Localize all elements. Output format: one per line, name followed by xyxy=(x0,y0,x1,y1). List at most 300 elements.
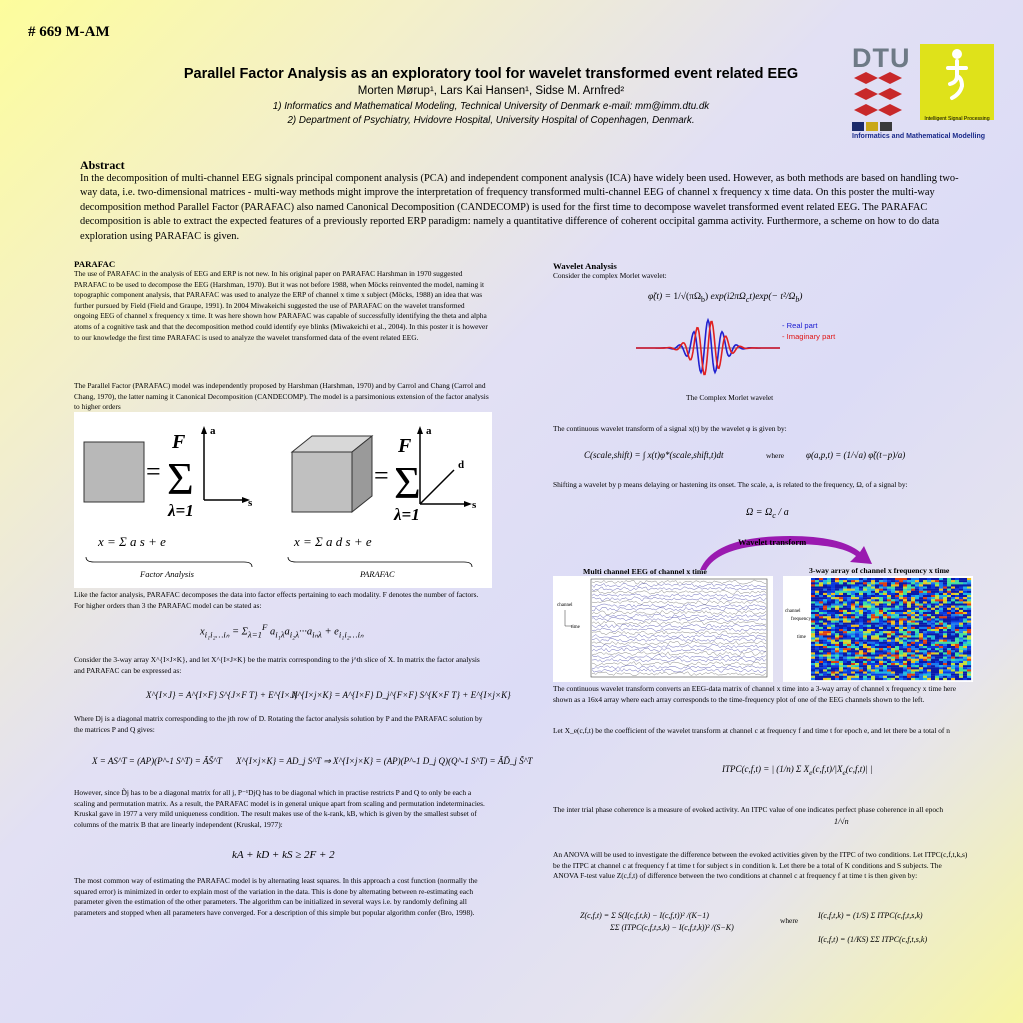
tf-cell xyxy=(891,667,895,669)
tf-cell xyxy=(811,608,815,610)
tf-cell xyxy=(911,661,915,663)
tf-cell xyxy=(875,669,879,671)
tf-cell xyxy=(843,676,847,678)
tf-cell xyxy=(863,674,867,676)
tf-cell xyxy=(959,640,963,642)
tf-cell xyxy=(947,678,951,680)
tf-cell xyxy=(951,659,955,661)
tf-cell xyxy=(963,625,967,627)
tf-cell xyxy=(959,614,963,616)
tf-cell xyxy=(903,610,907,612)
tf-cell xyxy=(935,625,939,627)
tf-cell xyxy=(951,595,955,597)
tf-cell xyxy=(875,640,879,642)
tf-cell xyxy=(947,644,951,646)
tf-cell xyxy=(835,661,839,663)
tf-cell xyxy=(819,621,823,623)
tf-cell xyxy=(963,655,967,657)
tf-cell xyxy=(879,625,883,627)
tf-cell xyxy=(815,595,819,597)
tf-cell xyxy=(843,627,847,629)
tf-cell xyxy=(963,648,967,650)
tf-cell xyxy=(923,618,927,620)
tf-cell xyxy=(887,614,891,616)
tf-cell xyxy=(915,642,919,644)
tf-cell xyxy=(927,625,931,627)
tf-cell xyxy=(963,580,967,582)
tf-cell xyxy=(931,621,935,623)
tf-cell xyxy=(907,667,911,669)
tf-cell xyxy=(815,606,819,608)
tf-cell xyxy=(915,646,919,648)
tf-cell xyxy=(967,584,971,586)
tf-cell xyxy=(899,614,903,616)
tf-cell xyxy=(863,595,867,597)
tf-cell xyxy=(959,621,963,623)
tf-cell xyxy=(863,608,867,610)
tf-cell xyxy=(899,657,903,659)
tf-cell xyxy=(931,650,935,652)
tf-cell xyxy=(871,601,875,603)
tf-cell xyxy=(935,621,939,623)
tf-cell xyxy=(967,597,971,599)
svg-text:d: d xyxy=(458,459,465,471)
tf-cell xyxy=(895,642,899,644)
tf-cell xyxy=(887,612,891,614)
tf-cell xyxy=(903,678,907,680)
tf-cell xyxy=(835,604,839,606)
tf-cell xyxy=(819,644,823,646)
tf-cell xyxy=(927,629,931,631)
parafac-paragraph-7: The most common way of estimating the PARAFAC model is by alternating least squares. In this approach a cost function (normally the squared error) is minimized in order to explain most of the variation in the data. This is done by alternating between re-estimating each parameter given the estimation of the other parameters. The algorithm can be initialized in several ways i.e. by randomly defining all parameters and stopped when all parameters have converged. For a description of this simple but popular algorithm confer (Bro, 1998). xyxy=(74,876,478,917)
tf-cell xyxy=(947,621,951,623)
tf-cell xyxy=(967,580,971,582)
tf-cell xyxy=(871,614,875,616)
tf-cell xyxy=(871,606,875,608)
tf-cell xyxy=(855,589,859,591)
tf-cell xyxy=(823,616,827,618)
tf-cell xyxy=(879,650,883,652)
tf-cell xyxy=(923,648,927,650)
tf-cell xyxy=(931,610,935,612)
tf-cell xyxy=(899,618,903,620)
tf-cell xyxy=(855,644,859,646)
tf-cell xyxy=(951,669,955,671)
tf-cell xyxy=(919,616,923,618)
tf-cell xyxy=(907,642,911,644)
tf-cell xyxy=(815,627,819,629)
tf-cell xyxy=(887,604,891,606)
tf-cell xyxy=(895,587,899,589)
tf-cell xyxy=(811,625,815,627)
tf-cell xyxy=(815,644,819,646)
tf-cell xyxy=(939,652,943,654)
tf-cell xyxy=(903,587,907,589)
tf-cell xyxy=(843,587,847,589)
tf-cell xyxy=(835,608,839,610)
tf-cell xyxy=(951,578,955,580)
tf-cell xyxy=(899,595,903,597)
tf-cell xyxy=(951,655,955,657)
tf-cell xyxy=(815,674,819,676)
tf-cell xyxy=(823,676,827,678)
tf-cell xyxy=(871,580,875,582)
tf-cell xyxy=(935,610,939,612)
tf-cell xyxy=(931,672,935,674)
tf-cell xyxy=(855,642,859,644)
tf-cell xyxy=(875,593,879,595)
tf-cell xyxy=(963,640,967,642)
tf-cell xyxy=(959,589,963,591)
tf-cell xyxy=(919,580,923,582)
tf-cell xyxy=(951,604,955,606)
tf-cell xyxy=(875,650,879,652)
tf-cell xyxy=(911,591,915,593)
tf-cell xyxy=(811,587,815,589)
tf-cell xyxy=(899,667,903,669)
tf-cell xyxy=(887,678,891,680)
tf-cell xyxy=(899,593,903,595)
tf-cell xyxy=(811,582,815,584)
tf-cell xyxy=(875,663,879,665)
tf-cell xyxy=(903,652,907,654)
tf-cell xyxy=(819,599,823,601)
tf-cell xyxy=(859,663,863,665)
tf-cell xyxy=(835,591,839,593)
tf-cell xyxy=(911,642,915,644)
wavelet-paragraph-5: Let X_e(c,f,t) be the coefficient of the wavelet transform at channel c at frequency f and time t for epoch e, and let there be a total of n xyxy=(553,726,950,735)
tf-cell xyxy=(907,610,911,612)
tf-cell xyxy=(919,584,923,586)
tf-cell xyxy=(931,657,935,659)
tf-cell xyxy=(967,604,971,606)
tf-cell xyxy=(863,642,867,644)
tf-cell xyxy=(931,640,935,642)
tf-cell xyxy=(899,599,903,601)
tf-cell xyxy=(951,672,955,674)
tf-cell xyxy=(959,646,963,648)
tf-cell xyxy=(907,635,911,637)
tf-cell xyxy=(867,676,871,678)
tf-cell xyxy=(859,650,863,652)
tf-cell xyxy=(819,593,823,595)
tf-cell xyxy=(835,599,839,601)
tf-cell xyxy=(923,678,927,680)
tf-cell xyxy=(827,674,831,676)
tf-cell xyxy=(811,601,815,603)
tf-cell xyxy=(895,644,899,646)
tf-cell xyxy=(835,663,839,665)
tf-cell xyxy=(899,621,903,623)
tf-cell xyxy=(891,608,895,610)
tf-cell xyxy=(835,631,839,633)
tf-cell xyxy=(839,633,843,635)
tf-cell xyxy=(855,623,859,625)
tf-cell xyxy=(875,652,879,654)
tf-cell xyxy=(895,663,899,665)
tf-cell xyxy=(967,618,971,620)
tf-cell xyxy=(951,614,955,616)
tf-cell xyxy=(855,659,859,661)
tf-cell xyxy=(811,584,815,586)
tf-cell xyxy=(839,646,843,648)
tf-cell xyxy=(855,608,859,610)
tf-cell xyxy=(819,629,823,631)
tf-cell xyxy=(859,659,863,661)
tf-cell xyxy=(919,659,923,661)
tf-cell xyxy=(879,629,883,631)
tf-cell xyxy=(963,650,967,652)
tf-cell xyxy=(903,674,907,676)
tf-cell xyxy=(851,625,855,627)
tf-cell xyxy=(927,659,931,661)
tf-cell xyxy=(835,644,839,646)
tf-cell xyxy=(959,580,963,582)
tf-cell xyxy=(931,674,935,676)
tf-cell xyxy=(827,618,831,620)
tf-cell xyxy=(955,627,959,629)
tf-cell xyxy=(923,614,927,616)
tf-cell xyxy=(819,616,823,618)
tf-cell xyxy=(947,627,951,629)
tf-cell xyxy=(851,655,855,657)
tf-cell xyxy=(819,648,823,650)
tf-cell xyxy=(867,578,871,580)
tf-cell xyxy=(875,635,879,637)
tf-cell xyxy=(843,595,847,597)
tf-cell xyxy=(855,672,859,674)
tf-cell xyxy=(939,625,943,627)
tf-cell xyxy=(863,638,867,640)
tf-cell xyxy=(835,665,839,667)
tf-cell xyxy=(947,642,951,644)
tf-cell xyxy=(827,676,831,678)
tf-cell xyxy=(859,614,863,616)
tf-cell xyxy=(951,633,955,635)
tf-cell xyxy=(919,655,923,657)
tf-cell xyxy=(811,631,815,633)
tf-cell xyxy=(947,625,951,627)
tf-cell xyxy=(923,642,927,644)
tf-cell xyxy=(899,672,903,674)
tf-cell xyxy=(935,665,939,667)
tf-cell xyxy=(871,633,875,635)
tf-cell xyxy=(955,674,959,676)
tf-cell xyxy=(827,610,831,612)
tf-cell xyxy=(939,657,943,659)
tf-cell xyxy=(835,578,839,580)
tf-cell xyxy=(863,627,867,629)
tf-cell xyxy=(847,661,851,663)
tf-cell xyxy=(815,646,819,648)
tf-cell xyxy=(967,669,971,671)
tf-cell xyxy=(839,627,843,629)
tf-cell xyxy=(851,633,855,635)
tf-cell xyxy=(967,629,971,631)
tf-cell xyxy=(823,674,827,676)
tf-heatmap-svg xyxy=(783,576,973,682)
tf-cell xyxy=(843,614,847,616)
tf-cell xyxy=(927,599,931,601)
tf-cell xyxy=(959,597,963,599)
tf-cell xyxy=(867,667,871,669)
tf-cell xyxy=(923,676,927,678)
tf-cell xyxy=(919,618,923,620)
tf-cell xyxy=(935,606,939,608)
tf-cell xyxy=(903,663,907,665)
tf-cell xyxy=(951,625,955,627)
tf-cell xyxy=(955,616,959,618)
tf-cell xyxy=(851,661,855,663)
tf-cell xyxy=(827,606,831,608)
tf-cell xyxy=(875,587,879,589)
tf-cell xyxy=(907,614,911,616)
tf-cell xyxy=(883,601,887,603)
tf-cell xyxy=(911,667,915,669)
tf-cell xyxy=(895,591,899,593)
tf-cell xyxy=(879,659,883,661)
tf-cell xyxy=(939,629,943,631)
itpc-equation: ITPC(c,f,t) = | (1/n) Σ $X_e(c,f,t)/|X_e(c,f,t)|$ | xyxy=(722,764,873,777)
tf-cell xyxy=(911,582,915,584)
tf-cell xyxy=(959,669,963,671)
tf-cell xyxy=(835,614,839,616)
tf-cell xyxy=(839,661,843,663)
tf-cell xyxy=(827,644,831,646)
tf-cell xyxy=(907,674,911,676)
tf-cell xyxy=(811,652,815,654)
tf-cell xyxy=(939,646,943,648)
tf-cell xyxy=(883,623,887,625)
tf-cell xyxy=(819,610,823,612)
tf-cell xyxy=(871,650,875,652)
tf-cell xyxy=(935,667,939,669)
tf-cell xyxy=(819,627,823,629)
tf-cell xyxy=(943,678,947,680)
tf-cell xyxy=(887,584,891,586)
svg-text:λ=1: λ=1 xyxy=(394,505,420,524)
tf-cell xyxy=(883,640,887,642)
tf-cell xyxy=(899,612,903,614)
tf-cell xyxy=(891,584,895,586)
tf-cell xyxy=(875,591,879,593)
tf-cell xyxy=(859,644,863,646)
tf-cell xyxy=(935,580,939,582)
tf-cell xyxy=(939,621,943,623)
tf-cell xyxy=(943,661,947,663)
tf-cell xyxy=(959,674,963,676)
tf-cell xyxy=(919,644,923,646)
tf-cell xyxy=(831,672,835,674)
tf-cell xyxy=(855,640,859,642)
tf-cell xyxy=(847,582,851,584)
tf-cell xyxy=(831,595,835,597)
tf-cell xyxy=(823,655,827,657)
tf-cell xyxy=(955,652,959,654)
tf-cell xyxy=(815,593,819,595)
tf-cell xyxy=(895,650,899,652)
tf-cell xyxy=(875,580,879,582)
tf-cell xyxy=(963,601,967,603)
tf-cell xyxy=(931,629,935,631)
tf-cell xyxy=(843,606,847,608)
tf-cell xyxy=(923,589,927,591)
tf-cell xyxy=(951,584,955,586)
tf-cell xyxy=(871,599,875,601)
tf-cell xyxy=(967,678,971,680)
tf-cell xyxy=(851,584,855,586)
tf-cell xyxy=(959,672,963,674)
tf-cell xyxy=(851,595,855,597)
tf-cell xyxy=(819,638,823,640)
tf-cell xyxy=(819,587,823,589)
tf-cell xyxy=(935,616,939,618)
tf-cell xyxy=(907,655,911,657)
tf-cell xyxy=(823,659,827,661)
tf-cell xyxy=(927,631,931,633)
tf-cell xyxy=(855,661,859,663)
tf-cell xyxy=(927,584,931,586)
tf-cell xyxy=(831,584,835,586)
tf-cell xyxy=(895,635,899,637)
tf-cell xyxy=(931,678,935,680)
tf-cell xyxy=(859,661,863,663)
tf-cell xyxy=(867,672,871,674)
tf-cell xyxy=(951,629,955,631)
tf-cell xyxy=(967,638,971,640)
tf-cell xyxy=(891,587,895,589)
tf-cell xyxy=(931,631,935,633)
tf-cell xyxy=(863,578,867,580)
tf-cell xyxy=(903,642,907,644)
tf-cell xyxy=(815,663,819,665)
tf-cell xyxy=(903,616,907,618)
tf-cell xyxy=(915,657,919,659)
tf-cell xyxy=(895,640,899,642)
tf-cell xyxy=(911,618,915,620)
tf-cell xyxy=(923,627,927,629)
tf-cell xyxy=(887,642,891,644)
tf-cell xyxy=(967,661,971,663)
tf-cell xyxy=(831,644,835,646)
tf-cell xyxy=(879,669,883,671)
tf-cell xyxy=(935,589,939,591)
tf-cell xyxy=(831,604,835,606)
tf-cell xyxy=(879,584,883,586)
tf-cell xyxy=(851,635,855,637)
tf-cell xyxy=(835,652,839,654)
tf-cell xyxy=(867,633,871,635)
tf-cell xyxy=(915,644,919,646)
tf-cell xyxy=(895,672,899,674)
tf-cell xyxy=(967,635,971,637)
tf-cell xyxy=(847,614,851,616)
itpc-threshold-equation: 1/√n xyxy=(834,817,849,826)
tf-cell xyxy=(819,601,823,603)
tf-cell xyxy=(927,640,931,642)
tf-cell xyxy=(903,629,907,631)
tf-cell xyxy=(915,652,919,654)
tf-cell xyxy=(911,652,915,654)
tf-cell xyxy=(927,633,931,635)
tf-cell xyxy=(955,610,959,612)
tf-cell xyxy=(831,601,835,603)
tf-cell xyxy=(939,578,943,580)
tf-cell xyxy=(959,629,963,631)
tf-cell xyxy=(887,589,891,591)
tf-cell xyxy=(903,635,907,637)
tf-cell xyxy=(879,638,883,640)
